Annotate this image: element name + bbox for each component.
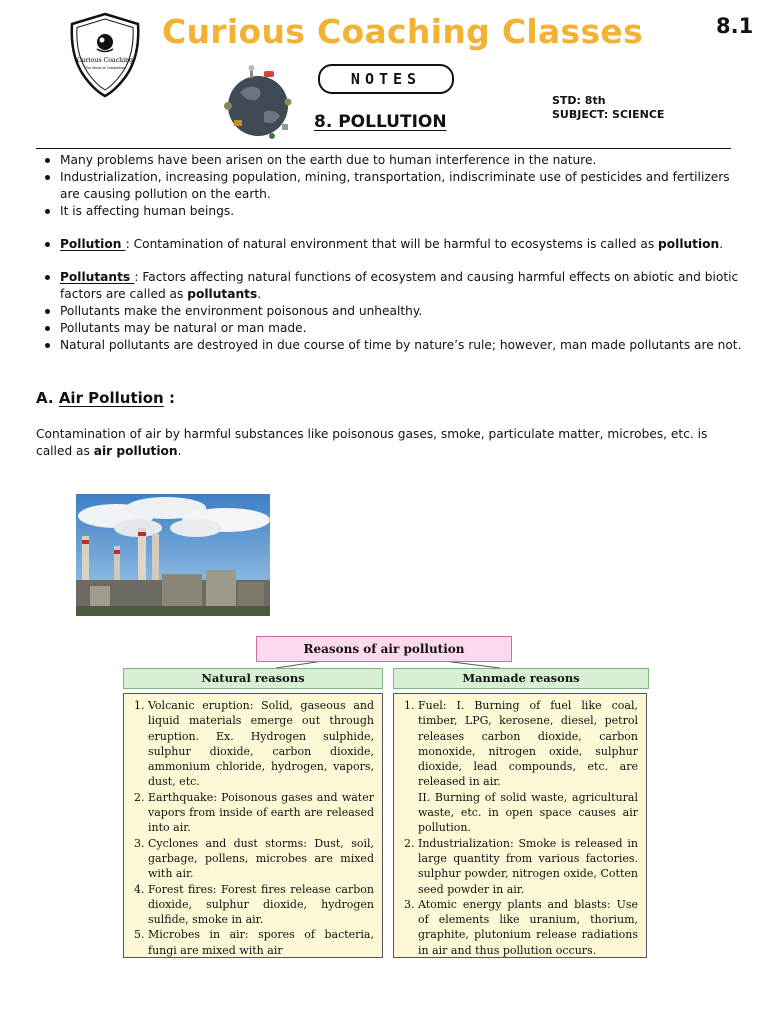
list-item: 3. Atomic energy plants and blasts: Use of elements like uranium, thorium, graphite, plutonium release radiations in air and thus pollution occurs. xyxy=(418,897,638,958)
list-item: Many problems have been arisen on the earth due to human interference in the nature. xyxy=(36,152,752,169)
logo-text: Curious Coaching xyxy=(76,57,134,64)
list-item: 4. Forest fires: Forest fires release carbon dioxide, sulphur dioxide, hydrogen sulfide, smoke in air. xyxy=(148,882,374,928)
list-item: Pollutants make the environment poisonous and unhealthy. xyxy=(36,303,752,320)
brand-title: Curious Coaching Classes xyxy=(162,12,644,51)
subject-label: SUBJECT: SCIENCE xyxy=(552,108,665,121)
shield-logo xyxy=(66,12,144,98)
manmade-reasons-box xyxy=(393,693,647,958)
pollutants-definition: Pollutants : Factors affecting natural functions of ecosystem and causing harmful effects on abiotic and biotic factors are called as pollutants. xyxy=(36,269,752,303)
polluted-earth-icon xyxy=(212,62,302,142)
manmade-reasons-header: Manmade reasons xyxy=(393,668,649,689)
natural-reasons-header: Natural reasons xyxy=(123,668,383,689)
list-item: Natural pollutants are destroyed in due course of time by nature’s rule; however, man made pollutants are not. xyxy=(36,337,752,354)
header-divider xyxy=(36,148,731,149)
list-item: 1. Volcanic eruption: Solid, gaseous and liquid materials emerge out through eruption. Ex. Hydrogen sulphide, sulphur dioxide, carbon dioxide, ammonium chloride, hydrogen, vapors, dust, etc. xyxy=(148,698,374,790)
pollution-definition: Pollution : Contamination of natural environment that will be harmful to ecosystems is called as pollution. xyxy=(36,236,752,253)
std-label: STD: 8th xyxy=(552,94,606,107)
pollution-term: Pollution xyxy=(60,237,126,251)
list-item: 1. Fuel: I. Burning of fuel like coal, timber, LPG, kerosene, diesel, petrol releases carbon dioxide, carbon monoxide, nitrogen oxide, sulphur dioxide, lead compounds, etc. are released in air. II. Burning of solid waste, agricultural waste, etc. in open space causes air pollution. xyxy=(418,698,638,836)
diagram-title: Reasons of air pollution xyxy=(256,636,512,662)
list-item: It is affecting human beings. xyxy=(36,203,752,220)
list-item: 5. Microbes in air: spores of bacteria, fungi are mixed with air xyxy=(148,927,374,958)
list-item: 2. Earthquake: Poisonous gases and water vapors from inside of earth are released into air. xyxy=(148,790,374,836)
air-pollution-definition: Contamination of air by harmful substances like poisonous gases, smoke, particulate matter, microbes, etc. is called as air pollution. xyxy=(36,427,708,458)
pollutants-term: Pollutants xyxy=(60,270,135,284)
logo-tagline: The Sense of Completion xyxy=(85,66,125,70)
air-pollution-heading: A. Air Pollution : xyxy=(36,389,175,407)
natural-reasons-box xyxy=(123,693,383,958)
factory-smoke-image xyxy=(76,494,270,616)
list-item: 2. Industrialization: Smoke is released in large quantity from various factories. sulphur powder, nitrogen oxide, Cotten seed powder in air. xyxy=(418,836,638,897)
list-item: 3. Cyclones and dust storms: Dust, soil, garbage, pollens, microbes are mixed with air. xyxy=(148,836,374,882)
page-number: 8.1 xyxy=(716,14,754,38)
list-item: Industrialization, increasing population, mining, transportation, indiscriminate use of pesticides and fertilizers are causing pollution on the earth. xyxy=(36,169,752,203)
chapter-title: 8. POLLUTION xyxy=(314,112,447,132)
intro-bullet-list xyxy=(36,152,752,354)
list-item: Pollutants may be natural or man made. xyxy=(36,320,752,337)
notes-badge: NOTES xyxy=(318,64,454,94)
